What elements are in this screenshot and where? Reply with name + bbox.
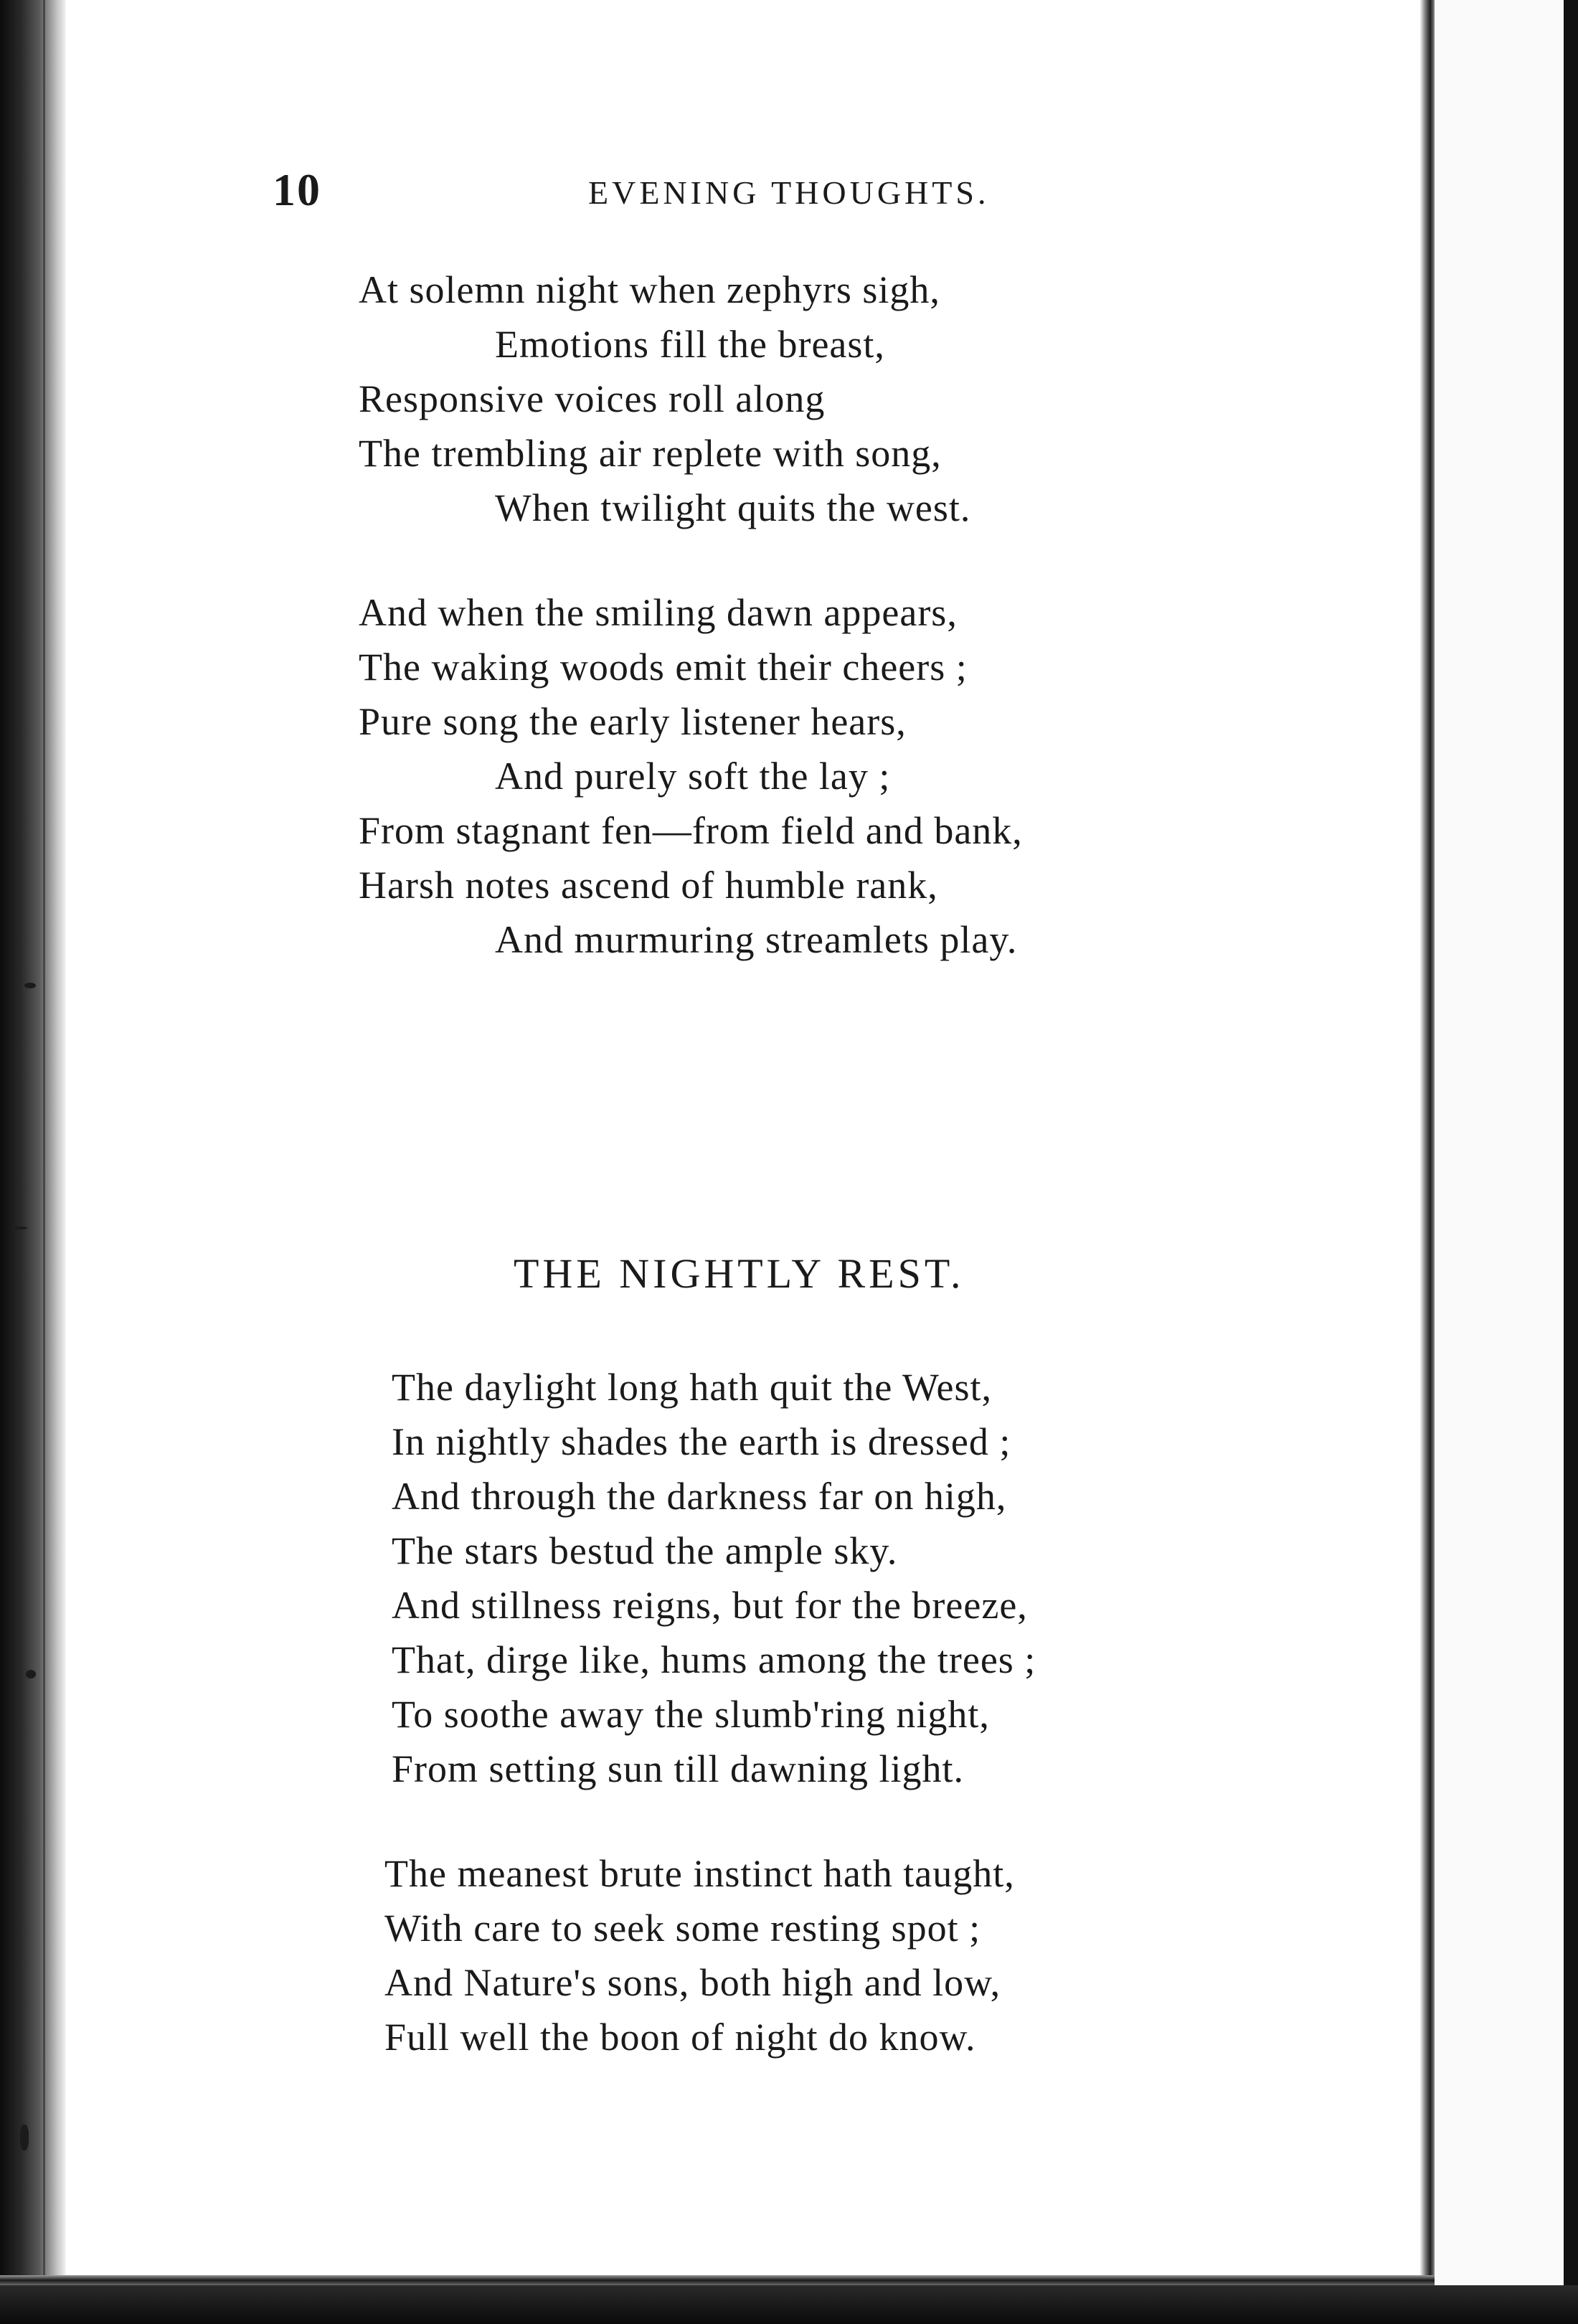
- verse-line: The waking woods emit their cheers ;: [359, 646, 968, 689]
- scan-speck: [20, 2125, 29, 2150]
- verse-line: Emotions fill the breast,: [495, 323, 885, 366]
- verse-line: And when the smiling dawn appears,: [359, 591, 958, 634]
- book-spine-shadow: [0, 0, 66, 2324]
- verse-line: Responsive voices roll along: [359, 377, 826, 420]
- poem2-stanza-1: [392, 1360, 1036, 1796]
- poem2-stanza-2: [384, 1846, 1015, 2064]
- facing-page-edge: [1435, 0, 1578, 2324]
- verse-line: From stagnant fen—from field and bank,: [359, 809, 1023, 852]
- verse-line: At solemn night when zephyrs sigh,: [359, 268, 940, 311]
- verse-line: The daylight long hath quit the West,: [392, 1366, 993, 1409]
- scan-border: [1564, 0, 1578, 2324]
- verse-line: The stars bestud the ample sky.: [392, 1529, 898, 1572]
- verse-line: To soothe away the slumb'ring night,: [392, 1693, 990, 1736]
- verse-line: That, dirge like, hums among the trees ;: [392, 1638, 1036, 1681]
- verse-line: When twilight quits the west.: [495, 486, 971, 529]
- verse-line: The meanest brute instinct hath taught,: [384, 1852, 1015, 1895]
- page-fold-shadow: [1420, 0, 1435, 2324]
- running-title: EVENING THOUGHTS.: [588, 174, 990, 211]
- verse-line: Harsh notes ascend of humble rank,: [359, 864, 938, 907]
- poem-title: THE NIGHTLY REST.: [514, 1250, 965, 1297]
- verse-line: With care to seek some resting spot ;: [384, 1907, 981, 1950]
- spine-line: [43, 0, 45, 2324]
- verse-line: And purely soft the lay ;: [495, 755, 891, 798]
- verse-line: And murmuring streamlets play.: [495, 918, 1018, 961]
- verse-line: And through the darkness far on high,: [392, 1475, 1007, 1518]
- verse-line: Full well the boon of night do know.: [384, 2016, 976, 2059]
- verse-line: And Nature's sons, both high and low,: [384, 1961, 1001, 2004]
- scan-speck: [14, 1227, 27, 1229]
- scan-bottom-border: [0, 2285, 1578, 2324]
- verse-line: Pure song the early listener hears,: [359, 700, 907, 743]
- scan-speck: [24, 983, 36, 988]
- page-bottom-edge: [0, 2275, 1435, 2285]
- poem1-stanza-1: [359, 263, 970, 535]
- poem1-stanza-2: [359, 585, 1023, 967]
- scan-speck: [26, 1670, 36, 1678]
- page-number: 10: [273, 164, 321, 215]
- verse-line: From setting sun till dawning light.: [392, 1747, 965, 1790]
- verse-line: And stillness reigns, but for the breeze,: [392, 1584, 1028, 1627]
- running-head: [273, 164, 1062, 221]
- verse-line: The trembling air replete with song,: [359, 432, 942, 475]
- verse-line: In nightly shades the earth is dressed ;: [392, 1420, 1011, 1463]
